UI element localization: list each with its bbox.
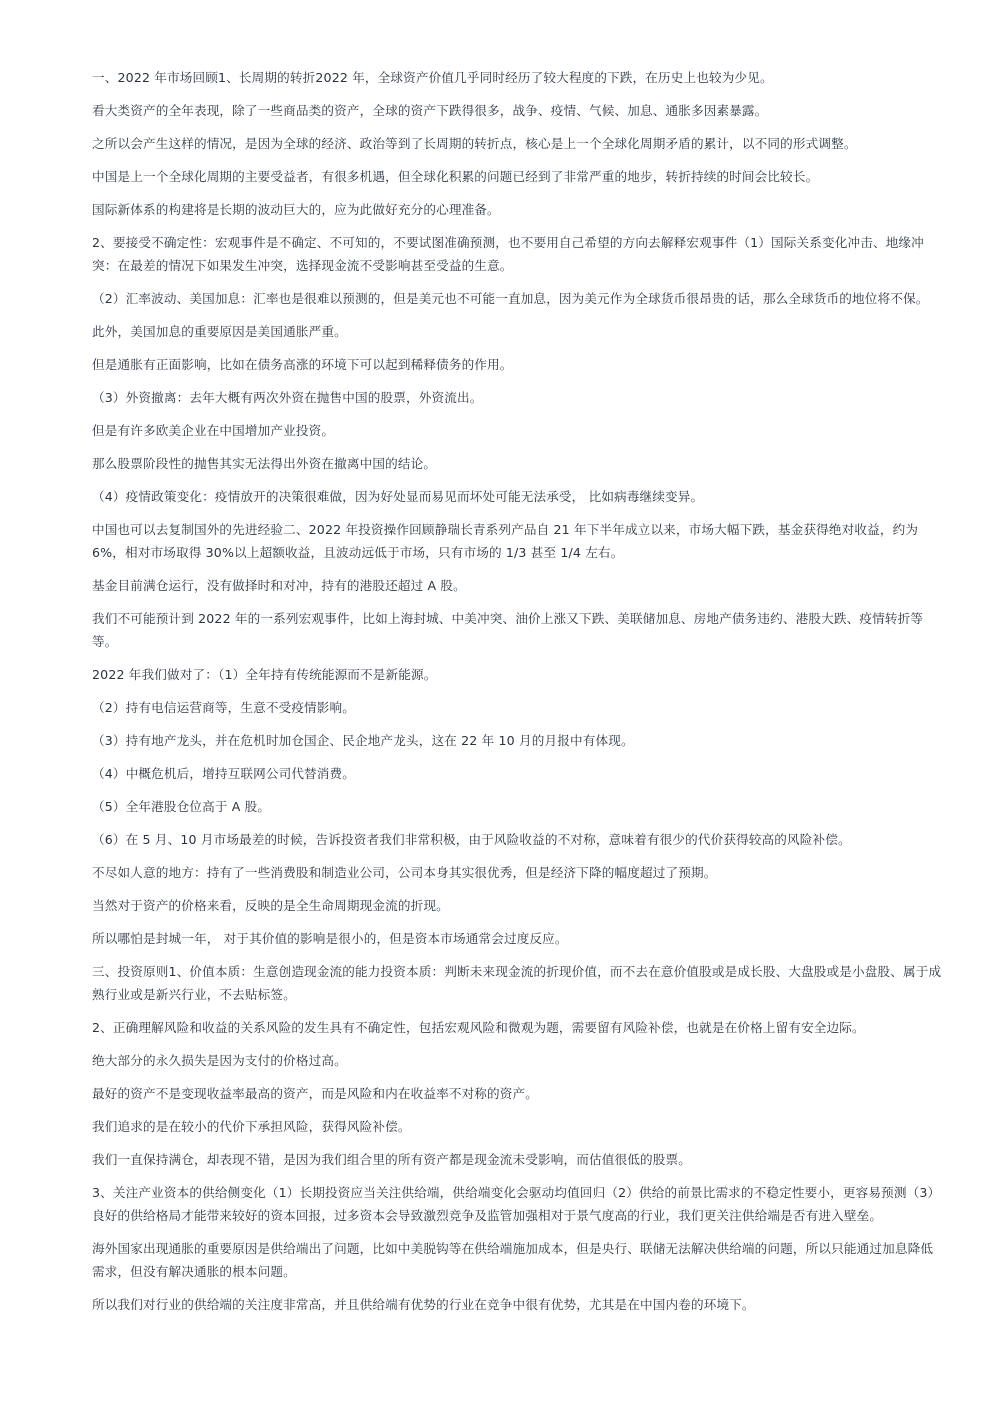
paragraph-26: 三、投资原则1、价值本质：生意创造现金流的能力投资本质：判断未来现金流的折现价值，而不去在意价值股或是成长股、大盘股或是小盘股、属于成熟行业或是新兴行业，不去贴标签。 [92, 964, 942, 1002]
paragraph-16: 我们不可能预计到 2022 年的一系列宏观事件，比如上海封城、中美冲突、油价上涨又下跌、美联储加息、房地产债务违约、港股大跌、疫情转折等等。 [92, 611, 924, 649]
paragraph-33: 海外国家出现通胀的重要原因是供给端出了问题，比如中美脱钩等在供给端施加成本，但是央行、联储无法解决供给端的问题，所以只能通过加息降低需求，但没有解决通胀的根本问题。 [92, 1241, 934, 1279]
paragraph-25: 所以哪怕是封城一年， 对于其价值的影响是很小的，但是资本市场通常会过度反应。 [92, 931, 568, 946]
paragraph-21: （5）全年港股仓位高于 A 股。 [92, 799, 271, 814]
paragraph-6: 2、要接受不确定性：宏观事件是不确定、不可知的，不要试图准确预测，也不要用自己希望的方向去解释宏观事件（1）国际关系变化冲击、地缘冲突：在最差的情况下如果发生冲突，选择现金流不受影响甚至受益的生意。 [92, 235, 924, 273]
paragraph-7: （2）汇率波动、美国加息：汇率也是很难以预测的，但是美元也不可能一直加息，因为美元作为全球货币很昂贵的话，那么全球货币的地位将不保。 [92, 291, 929, 306]
paragraph-23: 不尽如人意的地方：持有了一些消费股和制造业公司，公司本身其实很优秀，但是经济下降的幅度超过了预期。 [92, 865, 717, 880]
paragraph-15: 基金目前满仓运行，没有做择时和对冲，持有的港股还超过 A 股。 [92, 578, 466, 593]
paragraph-31: 我们一直保持满仓，却表现不错，是因为我们组合里的所有资产都是现金流未受影响，而估值很低的股票。 [92, 1152, 691, 1167]
paragraph-3: 之所以会产生这样的情况，是因为全球的经济、政治等到了长周期的转折点，核心是上一个全球化周期矛盾的累计，以不同的形式调整。 [92, 136, 857, 151]
paragraph-5: 国际新体系的构建将是长期的波动巨大的，应为此做好充分的心理准备。 [92, 202, 500, 217]
paragraph-22: （6）在 5 月、10 月市场最差的时候，告诉投资者我们非常积极，由于风险收益的不对称，意味着有很少的代价获得较高的风险补偿。 [92, 832, 851, 847]
paragraph-8: 此外，美国加息的重要原因是美国通胀严重。 [92, 324, 347, 339]
paragraph-11: 但是有许多欧美企业在中国增加产业投资。 [92, 423, 335, 438]
paragraph-14: 中国也可以去复制国外的先进经验二、2022 年投资操作回顾静瑞长青系列产品自 21 年下半年成立以来，市场大幅下跌，基金获得绝对收益，约为6%，相对市场取得 30%以上超额收益，且波动远低于市场，只有市场的 1/3 甚至 1/4 左右。 [92, 522, 919, 560]
paragraph-10: （3）外资撤离：去年大概有两次外资在抛售中国的股票，外资流出。 [92, 390, 483, 405]
paragraph-9: 但是通胀有正面影响，比如在债务高涨的环境下可以起到稀释债务的作用。 [92, 357, 513, 372]
paragraph-24: 当然对于资产的价格来看，反映的是全生命周期现金流的折现。 [92, 898, 449, 913]
paragraph-19: （3）持有地产龙头，并在危机时加仓国企、民企地产龙头，这在 22 年 10 月的月报中有体现。 [92, 733, 634, 748]
paragraph-34: 所以我们对行业的供给端的关注度非常高，并且供给端有优势的行业在竞争中很有优势，尤其是在中国内卷的环境下。 [92, 1297, 755, 1312]
paragraph-4: 中国是上一个全球化周期的主要受益者，有很多机遇，但全球化积累的问题已经到了非常严重的地步，转折持续的时间会比较长。 [92, 169, 819, 184]
paragraph-1: 一、2022 年市场回顾1、长周期的转折2022 年，全球资产价值几乎同时经历了较大程度的下跌，在历史上也较为少见。 [92, 70, 773, 85]
paragraph-12: 那么股票阶段性的抛售其实无法得出外资在撤离中国的结论。 [92, 456, 437, 471]
paragraph-20: （4）中概危机后，增持互联网公司代替消费。 [92, 766, 356, 781]
paragraph-27: 2、正确理解风险和收益的关系风险的发生具有不确定性，包括宏观风险和微观为题，需要留有风险补偿，也就是在价格上留有安全边际。 [92, 1020, 865, 1035]
paragraph-28: 绝大部分的永久损失是因为支付的价格过高。 [92, 1053, 347, 1068]
paragraph-30: 我们追求的是在较小的代价下承担风险，获得风险补偿。 [92, 1119, 411, 1134]
paragraph-17: 2022 年我们做对了：（1）全年持有传统能源而不是新能源。 [92, 667, 437, 682]
document-body [92, 66, 944, 1326]
paragraph-18: （2）持有电信运营商等，生意不受疫情影响。 [92, 700, 356, 715]
paragraph-29: 最好的资产不是变现收益率最高的资产，而是风险和内在收益率不对称的资产。 [92, 1086, 539, 1101]
paragraph-2: 看大类资产的全年表现，除了一些商品类的资产，全球的资产下跌得很多，战争、疫情、气候、加息、通胀多因素暴露。 [92, 103, 768, 118]
paragraph-32: 3、关注产业资本的供给侧变化（1）长期投资应当关注供给端，供给端变化会驱动均值回归（2）供给的前景比需求的不稳定性要小，更容易预测（3）良好的供给格局才能带来较好的资本回报，过多资本会导致激烈竞争及监管加强相对于景气度高的行业，我们更关注供给端是否有进入壁垒。 [92, 1185, 941, 1223]
paragraph-13: （4）疫情政策变化：疫情放开的决策很难做，因为好处显而易见而坏处可能无法承受， 比如病毒继续变异。 [92, 489, 704, 504]
